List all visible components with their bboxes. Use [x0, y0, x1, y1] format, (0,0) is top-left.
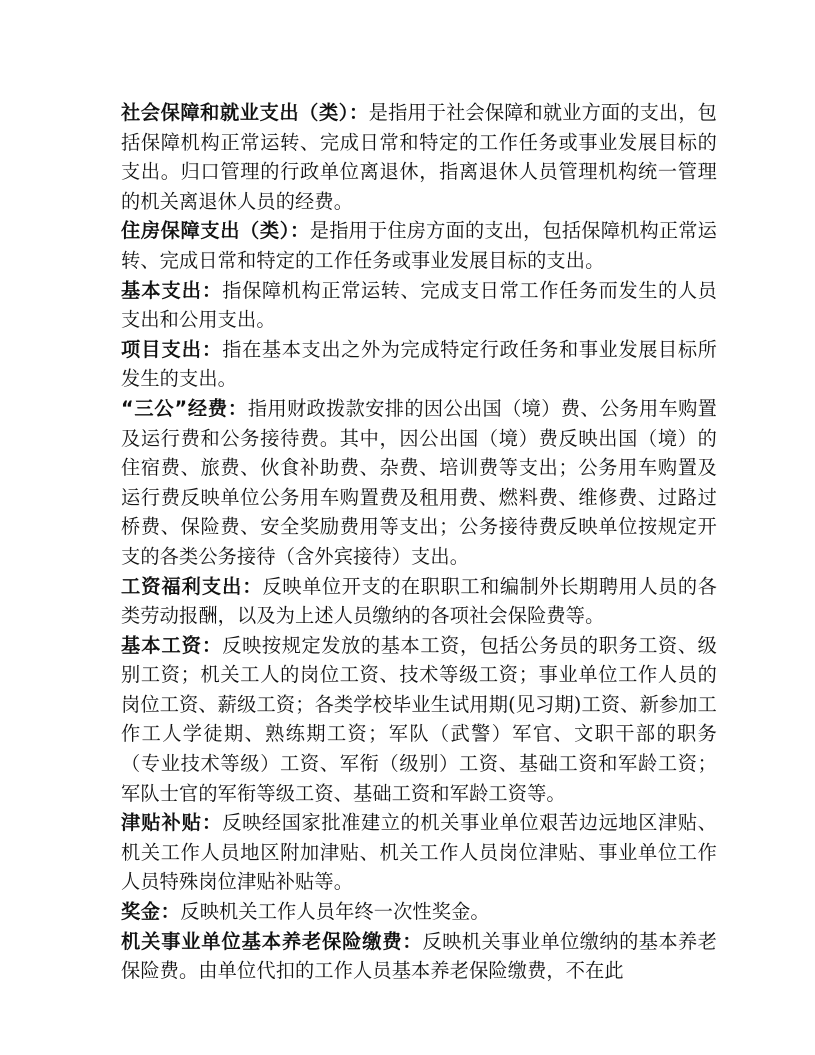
document-page [121, 98, 717, 986]
glossary-entry-project-expenditure [121, 335, 717, 394]
glossary-term: “三公”经费： [121, 396, 248, 420]
glossary-definition: 是指用于社会保障和就业方面的支出，包括保障机构正常运转、完成日常和特定的工作任务或事业发展目标的支出。归口管理的行政单位离退休，指离退休人员管理机构统一管理的机关离退休人员的经费。 [121, 101, 717, 213]
glossary-definition: 指保障机构正常运转、完成支日常工作任务而发生的人员支出和公用支出。 [121, 278, 718, 332]
glossary-definition: 反映经国家批准建立的机关事业单位艰苦边远地区津贴、机关工作人员地区附加津贴、机关工作人员岗位津贴、事业单位工作人员特殊岗位津贴补贴等。 [121, 811, 718, 894]
glossary-entry-housing [121, 216, 717, 275]
glossary-term: 机关事业单位基本养老保险缴费： [121, 929, 423, 953]
glossary-term: 基本工资： [121, 633, 223, 657]
glossary-entry-social-security [121, 98, 717, 216]
glossary-definition: 是指用于住房方面的支出，包括保障机构正常运转、完成日常和特定的工作任务或事业发展目标的支出。 [121, 219, 717, 272]
glossary-entry-bonus [121, 897, 717, 927]
glossary-definition: 指用财政拨款安排的因公出国（境）费、公务用车购置及运行费和公务接待费。其中，因公出国（境）费反映出国（境）的住宿费、旅费、伙食补助费、杂费、培训费等支出；公务用车购置及运行费反映单位公务用车购置费及租用费、燃料费、维修费、过路过桥费、保险费、安全奖励费用等支出；公务接待费反映单位按规定开支的各类公务接待（含外宾接待）支出。 [121, 396, 717, 568]
glossary-definition: 反映机关事业单位缴纳的基本养老保险费。由单位代扣的工作人员基本养老保险缴费，不在此 [121, 929, 718, 983]
glossary-term: 奖金： [121, 900, 181, 924]
glossary-entry-basic-expenditure [121, 276, 717, 335]
glossary-term: 住房保障支出（类）： [121, 219, 310, 243]
glossary-entry-pension [121, 927, 717, 986]
glossary-term: 基本支出： [121, 278, 223, 302]
glossary-term: 社会保障和就业支出（类）： [121, 101, 369, 124]
glossary-entry-three-public [121, 394, 717, 572]
glossary-term: 项目支出： [121, 337, 223, 361]
glossary-term: 工资福利支出： [121, 574, 263, 598]
glossary-entry-basic-wage [121, 631, 717, 809]
glossary-term: 津贴补贴： [121, 811, 223, 835]
glossary-definition: 反映机关工作人员年终一次性奖金。 [180, 900, 490, 924]
glossary-entry-allowance [121, 808, 717, 897]
glossary-definition: 指在基本支出之外为完成特定行政任务和事业发展目标所发生的支出。 [121, 337, 718, 391]
glossary-definition: 反映按规定发放的基本工资，包括公务员的职务工资、级别工资；机关工人的岗位工资、技术等级工资；事业单位工作人员的岗位工资、薪级工资；各类学校毕业生试用期(见习期)工资、新参加工作工人学徒期、熟练期工资；军队（武警）军官、文职干部的职务（专业技术等级）工资、军衔（级别）工资、基础工资和军龄工资；军队士官的军衔等级工资、基础工资和军龄工资等。 [121, 633, 718, 805]
glossary-entry-wage-welfare [121, 572, 717, 631]
glossary-definition: 反映单位开支的在职职工和编制外长期聘用人员的各类劳动报酬，以及为上述人员缴纳的各项社会保险费等。 [121, 574, 718, 628]
